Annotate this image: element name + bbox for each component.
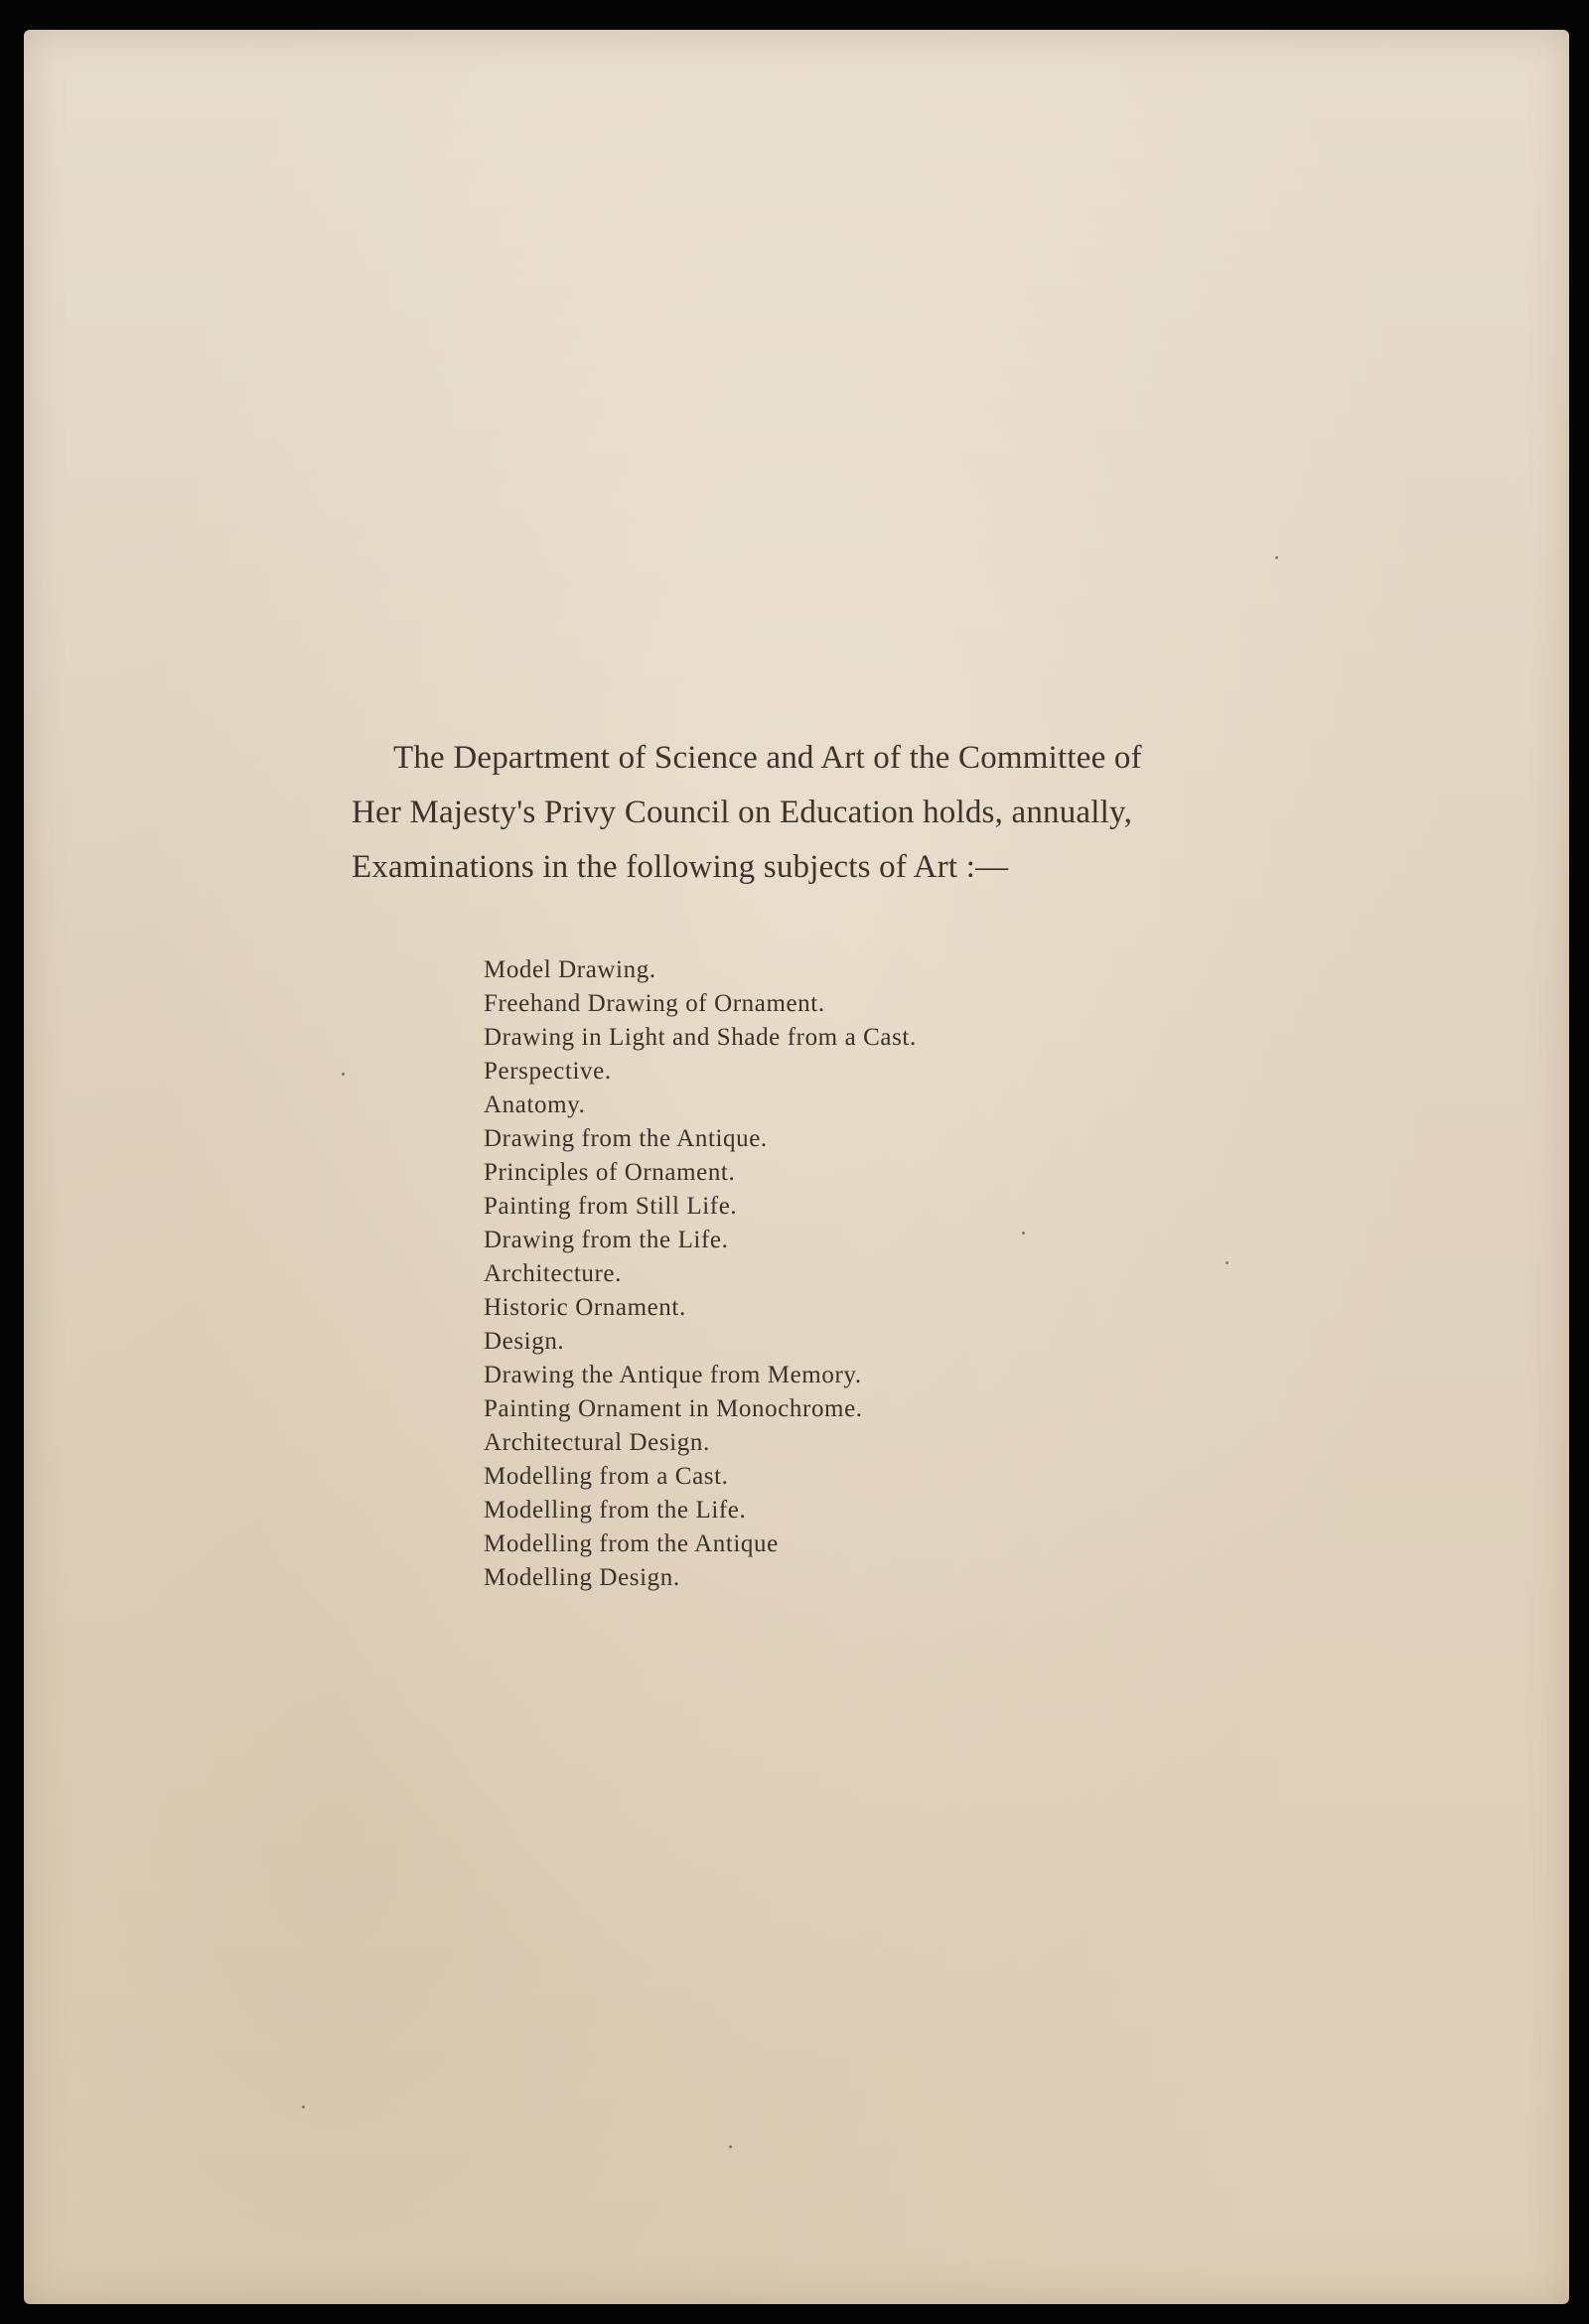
subject-item: Drawing in Light and Shade from a Cast. <box>484 1024 917 1051</box>
subject-item: Drawing from the Life. <box>484 1227 729 1253</box>
paper-page <box>24 30 1569 2304</box>
paper-speck <box>342 1073 345 1076</box>
subject-item: Principles of Ornament. <box>484 1159 736 1186</box>
intro-paragraph <box>352 731 1245 895</box>
subject-item: Model Drawing. <box>484 956 656 983</box>
subject-item: Architecture. <box>484 1260 622 1287</box>
subject-item: Design. <box>484 1328 565 1355</box>
paper-speck <box>302 2106 305 2108</box>
subject-item: Perspective. <box>484 1058 612 1085</box>
subject-item: Painting from Still Life. <box>484 1193 738 1220</box>
subject-item: Painting Ornament in Monochrome. <box>484 1395 863 1422</box>
subject-item: Drawing from the Antique. <box>484 1125 768 1152</box>
subject-item: Drawing the Antique from Memory. <box>484 1362 862 1388</box>
subjects-list <box>484 953 917 1595</box>
paper-speck <box>1226 1261 1228 1264</box>
intro-line: The Department of Science and Art of the Committee of <box>393 740 1142 776</box>
paper-speck <box>729 2145 732 2148</box>
subject-item: Freehand Drawing of Ornament. <box>484 990 825 1017</box>
intro-line: Examinations in the following subjects of Art :— <box>352 849 1009 885</box>
subject-item: Historic Ornament. <box>484 1294 686 1321</box>
subject-item: Modelling from a Cast. <box>484 1463 729 1490</box>
intro-line: Her Majesty's Privy Council on Education holds, annually, <box>352 795 1133 830</box>
subject-item: Modelling Design. <box>484 1564 680 1591</box>
subject-item: Modelling from the Antique <box>484 1530 779 1557</box>
subject-item: Modelling from the Life. <box>484 1497 747 1524</box>
subject-item: Anatomy. <box>484 1091 586 1118</box>
subject-item: Architectural Design. <box>484 1429 710 1456</box>
paper-speck <box>1022 1232 1025 1235</box>
paper-speck <box>1275 556 1278 559</box>
